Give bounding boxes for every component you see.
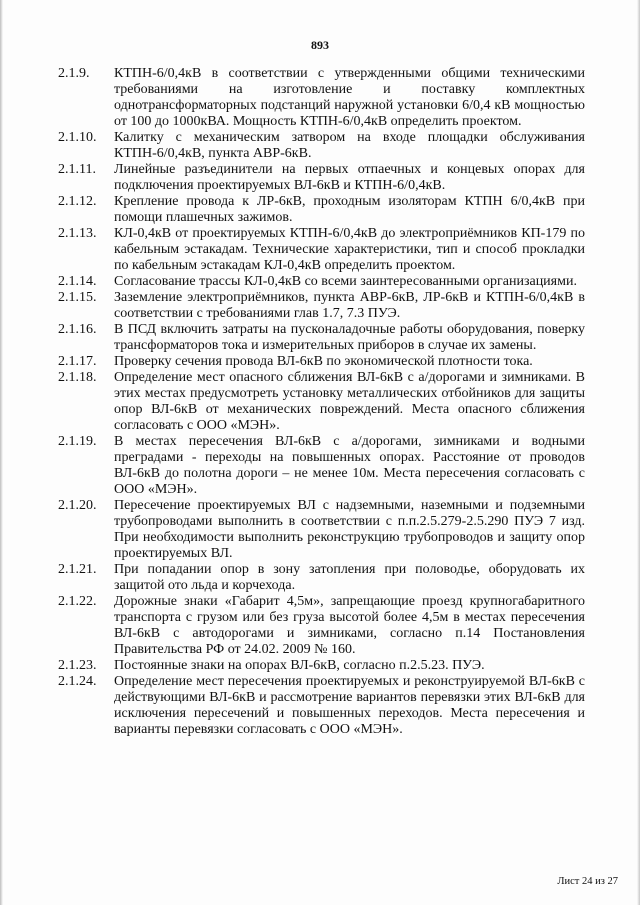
item-number: 2.1.11.	[58, 162, 96, 177]
item-number: 2.1.10.	[58, 130, 97, 145]
list-item	[58, 434, 585, 498]
item-text: При попадании опор в зону затопления при половодье, оборудовать их защитой ото льда и корчехода.	[114, 562, 585, 593]
list-item	[58, 130, 585, 162]
item-number: 2.1.14.	[58, 274, 97, 289]
item-text: Дорожные знаки «Габарит 4,5м», запрещающие проезд крупногабаритного транспорта с грузом или без груза высотой более 4,5м в местах пересечения ВЛ-6кВ с автодорогами и зимниками, согласно п.14 Постановления Правительства РФ от 24.02. 2009 № 160.	[114, 594, 585, 657]
item-text: Пересечение проектируемых ВЛ с надземными, наземными и подземными трубопроводами выполнить в соответствии с п.п.2.5.279-2.5.290 ПУЭ 7 изд. При необходимости выполнить реконструкцию трубопроводов и защиту опор проектируемых ВЛ.	[114, 498, 585, 561]
item-number: 2.1.24.	[58, 674, 97, 689]
list-item	[58, 322, 585, 354]
item-text: В местах пересечения ВЛ-6кВ с а/дорогами, зимниками и водными преградами - переходы на повышенных опорах. Расстояние от проводов ВЛ-6кВ до полотна дороги – не менее 10м. Места пересечения согласовать с ООО «МЭН».	[114, 434, 585, 497]
list-item	[58, 354, 585, 370]
list-item	[58, 562, 585, 594]
item-number: 2.1.20.	[58, 498, 97, 513]
list-item	[58, 594, 585, 658]
item-number: 2.1.15.	[58, 290, 97, 305]
item-text: КТПН-6/0,4кВ в соответствии с утвержденными общими техническими требованиями на изготовление и поставку комплектных однотрансформаторных подстанций наружной установки 6/0,4 кВ мощностью от 100 до 1000кВА. Мощность КТПН-6/0,4кВ определить проектом.	[114, 66, 585, 129]
list-item	[58, 162, 585, 194]
item-text: Заземление электроприёмников, пункта АВР-6кВ, ЛР-6кВ и КТПН-6/0,4кВ в соответствии с требованиями глав 1.7, 7.3 ПУЭ.	[114, 290, 585, 321]
item-number: 2.1.12.	[58, 194, 97, 209]
list-item	[58, 226, 585, 274]
item-text: Согласование трассы КЛ-0,4кВ со всеми заинтересованными организациями.	[114, 274, 577, 289]
list-item	[58, 370, 585, 434]
item-text: Определение мест пересечения проектируемых и реконструируемой ВЛ-6кВ с действующими ВЛ-6кВ и рассмотрение вариантов перевязки этих ВЛ-6кВ для исключения пересечений и повышенных переходов. Места пересечения и варианты перевязки согласовать с ООО «МЭН».	[114, 674, 585, 737]
item-number: 2.1.23.	[58, 658, 97, 673]
scan-edge-left	[0, 0, 3, 905]
item-text: КЛ-0,4кВ от проектируемых КТПН-6/0,4кВ до электроприёмников КП-179 по кабельным эстакадам. Технические характеристики, тип и способ прокладки по кабельным эстакадам КЛ-0,4кВ определить проектом.	[114, 226, 585, 273]
list-item	[58, 274, 585, 290]
list-item	[58, 658, 585, 674]
list-item	[58, 194, 585, 226]
sheet-number: Лист 24 из 27	[557, 876, 618, 887]
item-text: В ПСД включить затраты на пусконаладочные работы оборудования, поверку трансформаторов тока и измерительных приборов в случае их замены.	[114, 322, 585, 353]
item-number: 2.1.19.	[58, 434, 97, 449]
item-text: Крепление провода к ЛР-6кВ, проходным изоляторам КТПН 6/0,4кВ при помощи плашечных зажимов.	[114, 194, 585, 225]
item-text: Калитку с механическим затвором на входе площадки обслуживания КТПН-6/0,4кВ, пункта АВР-6кВ.	[114, 130, 585, 161]
item-number: 2.1.21.	[58, 562, 97, 577]
item-number: 2.1.17.	[58, 354, 97, 369]
item-number: 2.1.9.	[58, 66, 90, 81]
requirements-list	[58, 66, 585, 738]
item-text: Линейные разъединители на первых отпаечных и концевых опорах для подключения проектируемых ВЛ-6кВ и КТПН-6/0,4кВ.	[114, 162, 585, 193]
list-item	[58, 290, 585, 322]
item-number: 2.1.13.	[58, 226, 97, 241]
list-item	[58, 674, 585, 738]
item-number: 2.1.22.	[58, 594, 97, 609]
item-text: Определение мест опасного сближения ВЛ-6кВ с а/дорогами и зимниками. В этих местах предусмотреть установку металлических отбойников для защиты опор ВЛ-6кВ от механических повреждений. Места опасного сближения согласовать с ООО «МЭН».	[114, 370, 585, 433]
item-text: Постоянные знаки на опорах ВЛ-6кВ, согласно п.2.5.23. ПУЭ.	[114, 658, 485, 673]
page-number: 893	[311, 38, 329, 52]
list-item	[58, 498, 585, 562]
item-number: 2.1.18.	[58, 370, 97, 385]
item-text: Проверку сечения провода ВЛ-6кВ по экономической плотности тока.	[114, 354, 533, 369]
list-item	[58, 66, 585, 130]
item-number: 2.1.16.	[58, 322, 97, 337]
